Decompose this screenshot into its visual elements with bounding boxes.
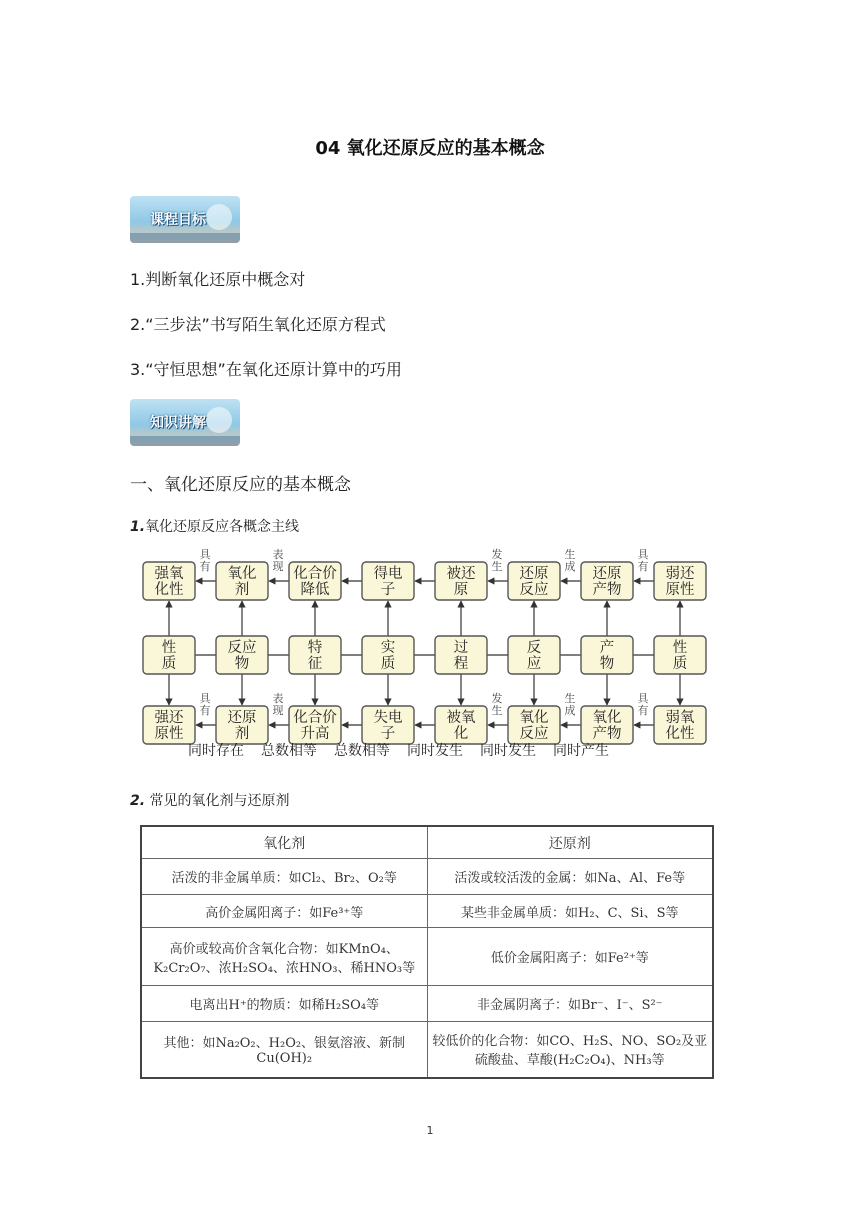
concept-node-mid-3 <box>362 636 414 674</box>
page-title: 04 氧化还原反应的基本概念 <box>315 138 545 159</box>
diagram-footer-label: 同时存在 <box>188 743 244 759</box>
concept-node-mid-7 <box>654 636 706 674</box>
concept-node-top-6 <box>581 562 633 600</box>
arrow-label: 生 <box>564 692 576 705</box>
table-cell: 低价金属阳离子：如Fe²⁺等 <box>427 928 713 986</box>
node-label: 还原 <box>227 710 257 726</box>
diagram-footer-label: 同时发生 <box>480 743 536 759</box>
node-label: 化合价 <box>293 710 337 726</box>
table-cell: 活泼或较活泼的金属：如Na、Al、Fe等 <box>427 859 713 895</box>
concept-node-top-1 <box>216 562 268 600</box>
arrow-label: 表 <box>272 548 284 561</box>
node-label: 子 <box>380 726 396 742</box>
node-label: 反应 <box>519 726 549 742</box>
table-cell: 活泼的非金属单质：如Cl₂、Br₂、O₂等 <box>141 859 427 895</box>
concept-node-bot-0 <box>143 706 195 744</box>
node-label: 征 <box>307 656 323 672</box>
node-label: 得电 <box>373 566 403 582</box>
node-label: 原 <box>453 582 469 598</box>
node-label: 失电 <box>373 710 403 726</box>
table-row <box>141 895 713 928</box>
concept-node-top-2 <box>289 562 341 600</box>
arrow-label: 有 <box>637 704 649 717</box>
node-label: 化合价 <box>293 566 337 582</box>
concept-node-top-3 <box>362 562 414 600</box>
node-label: 氧化 <box>592 710 622 726</box>
node-label: 氧化 <box>519 710 549 726</box>
table-header-row <box>141 826 713 859</box>
diagram-footer-label: 同时产生 <box>553 743 609 759</box>
wave-decoration-icon <box>130 436 240 446</box>
section-heading: 一、氧化还原反应的基本概念 <box>130 475 351 495</box>
node-label: 物 <box>599 656 615 672</box>
goal-item: 3.“守恒思想”在氧化还原计算中的巧用 <box>130 360 402 379</box>
node-label: 反 <box>526 640 542 656</box>
node-label: 产物 <box>592 582 622 598</box>
node-label: 氧化 <box>227 566 257 582</box>
subsection-heading <box>130 790 290 810</box>
concept-node-mid-1 <box>216 636 268 674</box>
node-label: 剂 <box>234 726 250 742</box>
node-label: 性 <box>672 640 688 656</box>
sun-decoration-icon <box>206 204 232 230</box>
diagram-footer-label: 同时发生 <box>407 743 463 759</box>
goal-item: 2.“三步法”书写陌生氧化还原方程式 <box>130 315 386 334</box>
concept-node-top-7 <box>654 562 706 600</box>
node-label: 特 <box>307 640 323 656</box>
node-label: 还原 <box>592 566 622 582</box>
node-label: 原性 <box>154 726 184 742</box>
table-cell: 电离出H⁺的物质：如稀H₂SO₄等 <box>141 986 427 1022</box>
arrow-label: 生 <box>564 548 576 561</box>
table-cell: 其他：如Na₂O₂、H₂O₂、银氨溶液、新制Cu(OH)₂ <box>141 1022 427 1078</box>
subsection-text: 常见的氧化剂与还原剂 <box>149 793 290 809</box>
table-row <box>141 928 713 986</box>
node-label: 弱氧 <box>665 710 695 726</box>
arrow-label: 具 <box>637 548 649 561</box>
page-number: 1 <box>426 1124 434 1137</box>
concept-node-mid-2 <box>289 636 341 674</box>
table-row <box>141 859 713 895</box>
arrow-label: 生 <box>491 704 503 717</box>
node-label: 化性 <box>665 726 695 742</box>
arrow-label: 有 <box>637 560 649 573</box>
concept-flow-diagram <box>130 548 714 764</box>
course-goals-badge <box>130 196 240 243</box>
arrow-label: 现 <box>272 560 284 573</box>
table-row <box>141 986 713 1022</box>
concept-node-mid-6 <box>581 636 633 674</box>
node-label: 降低 <box>300 582 330 598</box>
arrow-label: 表 <box>272 692 284 705</box>
goal-item: 1.判断氧化还原中概念对 <box>130 270 306 289</box>
subsection-number: 1. <box>130 519 146 535</box>
arrow-label: 具 <box>637 692 649 705</box>
concept-node-top-0 <box>143 562 195 600</box>
arrow-label: 发 <box>491 692 503 705</box>
node-label: 强氧 <box>154 566 184 582</box>
concept-node-mid-5 <box>508 636 560 674</box>
table-cell: 较低价的化合物：如CO、H₂S、NO、SO₂及亚硫酸盐、草酸(H₂C₂O₄)、NH₃等 <box>427 1022 713 1078</box>
node-label: 剂 <box>234 582 250 598</box>
badge-label: 课程目标 <box>150 212 206 228</box>
table-row <box>141 1022 713 1078</box>
node-label: 质 <box>672 656 688 672</box>
column-header-reductant: 还原剂 <box>427 826 713 859</box>
wave-decoration-icon <box>130 233 240 243</box>
arrow-label: 发 <box>491 548 503 561</box>
node-label: 应 <box>526 656 542 672</box>
node-label: 被还 <box>446 566 476 582</box>
knowledge-badge <box>130 399 240 446</box>
diagram-footer-label: 总数相等 <box>334 743 390 759</box>
concept-node-mid-0 <box>143 636 195 674</box>
node-label: 过 <box>453 640 469 656</box>
subsection-heading <box>130 516 299 536</box>
concept-node-bot-6 <box>581 706 633 744</box>
concept-node-bot-2 <box>289 706 341 744</box>
arrow-label: 具 <box>199 692 211 705</box>
node-label: 化 <box>453 726 469 742</box>
arrow-label: 成 <box>564 560 576 573</box>
arrow-label: 有 <box>199 560 211 573</box>
node-label: 性 <box>161 640 177 656</box>
arrow-label: 生 <box>491 560 503 573</box>
node-label: 产物 <box>592 726 622 742</box>
arrow-label: 成 <box>564 704 576 717</box>
concept-node-mid-4 <box>435 636 487 674</box>
concept-node-bot-4 <box>435 706 487 744</box>
concept-node-bot-1 <box>216 706 268 744</box>
node-label: 弱还 <box>665 566 695 582</box>
arrow-label: 现 <box>272 704 284 717</box>
table-cell: 非金属阴离子：如Br⁻、I⁻、S²⁻ <box>427 986 713 1022</box>
concept-node-bot-3 <box>362 706 414 744</box>
oxidant-reductant-table <box>140 825 714 1079</box>
concept-node-top-5 <box>508 562 560 600</box>
diagram-footer-label: 总数相等 <box>261 743 317 759</box>
node-label: 还原 <box>519 566 549 582</box>
node-label: 产 <box>599 640 615 656</box>
node-label: 化性 <box>154 582 184 598</box>
table-cell: 高价金属阳离子：如Fe³⁺等 <box>141 895 427 928</box>
concept-node-bot-5 <box>508 706 560 744</box>
node-label: 反应 <box>227 640 257 656</box>
node-label: 反应 <box>519 582 549 598</box>
node-label: 原性 <box>665 582 695 598</box>
concept-node-top-4 <box>435 562 487 600</box>
node-label: 质 <box>380 656 396 672</box>
arrow-label: 有 <box>199 704 211 717</box>
subsection-number: 2. <box>130 793 146 809</box>
column-header-oxidant: 氧化剂 <box>141 826 427 859</box>
node-label: 质 <box>161 656 177 672</box>
node-label: 强还 <box>154 710 184 726</box>
table-cell: 某些非金属单质：如H₂、C、Si、S等 <box>427 895 713 928</box>
badge-label: 知识讲解 <box>150 415 206 431</box>
node-label: 物 <box>234 656 250 672</box>
node-label: 子 <box>380 582 396 598</box>
concept-node-bot-7 <box>654 706 706 744</box>
node-label: 程 <box>453 656 469 672</box>
node-label: 升高 <box>300 726 330 742</box>
sun-decoration-icon <box>206 407 232 433</box>
node-label: 实 <box>380 640 396 656</box>
arrow-label: 具 <box>199 548 211 561</box>
node-label: 被氧 <box>446 710 476 726</box>
table-cell: 高价或较高价含氧化合物：如KMnO₄、K₂Cr₂O₇、浓H₂SO₄、浓HNO₃、稀HNO₃等 <box>141 928 427 986</box>
subsection-text: 氧化还原反应各概念主线 <box>145 519 300 535</box>
